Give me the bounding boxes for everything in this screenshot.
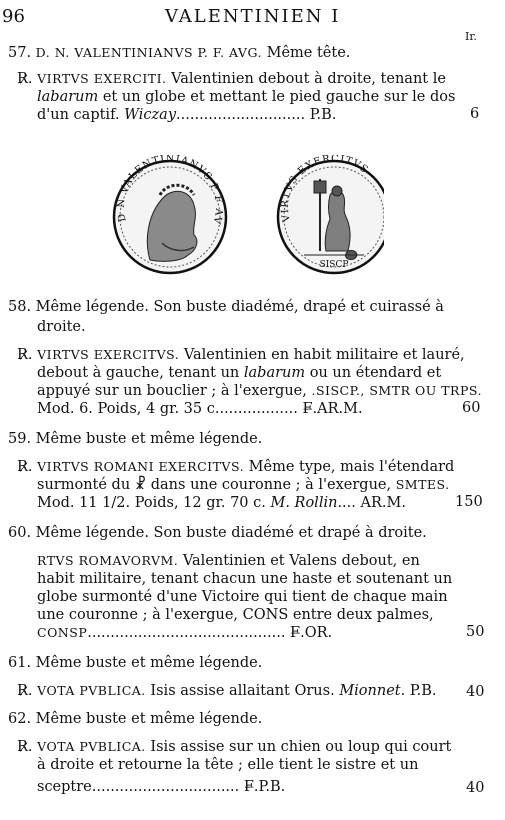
obverse-coin: [104, 155, 226, 273]
entry-text: Valentinien debout à droite, tenant le: [171, 71, 446, 87]
entry-60-reverse-line2: habit militaire, tenant chacun une haste et soutenant un: [37, 571, 453, 587]
metal-code: F̶.OR.: [290, 625, 333, 641]
legend-text: VOTA PVBLICA.: [37, 739, 146, 754]
entry-57-head: [8, 44, 350, 62]
corner-mark: Ir.: [465, 30, 477, 43]
legend-text: VOTA PVBLICA.: [37, 683, 146, 698]
leader-dots: ....: [337, 495, 356, 511]
price-value: 40: [466, 780, 485, 796]
metal-code: F̶.P.B.: [243, 779, 286, 795]
reverse-mark: R̷.: [17, 71, 33, 87]
entry-59-reverse-line1: [17, 458, 454, 476]
entry-58-reverse-line4: [37, 400, 363, 418]
entry-58-reverse-line3: [37, 382, 482, 400]
entry-text: Même tête.: [266, 45, 351, 61]
entry-60-line: 60. Même légende. Son buste diadémé et drapé à droite.: [8, 525, 427, 541]
italic-term: labarum: [243, 365, 306, 381]
reverse-mark: R̷.: [17, 459, 33, 475]
entry-59-line: 59. Même buste et même légende.: [8, 431, 263, 447]
exergue-text: .SISCP., SMTR OU TRPS.: [311, 383, 482, 398]
entry-57-reverse-line1: [17, 70, 446, 88]
legend-text: VIRTVS EXERCITVS.: [37, 347, 180, 362]
entry-59-reverse-line3: [37, 494, 406, 512]
entry-62-reverse-line3: [37, 778, 285, 796]
entry-text: Mod. 6. Poids, 4 gr. 35 c: [37, 401, 215, 417]
entry-57-reverse-line3: [37, 106, 336, 124]
entry-60-reverse-line5: [37, 624, 332, 642]
page-number: 96: [2, 6, 25, 27]
reverse-mark: R̷.: [17, 739, 33, 755]
reverse-mark: R̷.: [17, 347, 33, 363]
entry-58-line1: 58. Même légende. Son buste diadémé, drapé et cuirassé à: [8, 299, 444, 315]
entry-text: Isis assise allaitant Orus.: [150, 683, 335, 699]
entry-text: ou un étendard et: [309, 365, 442, 381]
reverse-exergue: SISCP: [319, 260, 349, 270]
legend-text: VIRTVS EXERCITI.: [37, 71, 167, 86]
source-name: Wiczay: [124, 107, 177, 123]
entry-number: 57.: [8, 45, 32, 61]
entry-text: sceptre: [37, 779, 92, 795]
source-name: Mionnet.: [339, 683, 406, 699]
reverse-legend: VIRTVS EXERCITVS: [279, 155, 371, 223]
entry-61-line: 61. Même buste et même légende.: [8, 655, 263, 671]
metal-code: F̶.AR.M.: [302, 401, 363, 417]
leader-dots: ...........................................: [87, 625, 286, 641]
metal-code: AR.M.: [360, 495, 406, 511]
entry-text: Isis assise sur un chien ou loup qui court: [150, 739, 452, 755]
price-value: 6: [470, 106, 480, 122]
entry-58-reverse-line2: [37, 364, 441, 382]
metal-code: P.B.: [409, 683, 437, 699]
entry-58-reverse-line1: [17, 346, 465, 364]
italic-term: labarum: [37, 89, 99, 105]
price-value: 50: [466, 624, 485, 640]
leader-dots: ............................: [176, 107, 306, 123]
page-title: VALENTINIEN I: [165, 6, 341, 27]
legend-text: RTVS ROMAVORVM.: [37, 553, 179, 568]
entry-60-reverse-line4: une couronne ; à l'exergue, CONS entre deux palmes,: [37, 607, 434, 623]
entry-text: et un globe et mettant le pied gauche sur le dos: [102, 89, 456, 105]
entry-59-reverse-line2: [37, 476, 450, 494]
exergue-text: CONSP: [37, 625, 88, 640]
entry-text: appuyé sur un bouclier ; à l'exergue,: [37, 383, 312, 399]
price-value: 150: [455, 494, 483, 510]
coin-illustration: [104, 155, 384, 280]
entry-text: Mod. 11 1/2. Poids, 12 gr. 70 c.: [37, 495, 266, 511]
entry-62-line: 62. Même buste et même légende.: [8, 711, 263, 727]
reverse-coin: [278, 155, 384, 273]
entry-text: d'un captif.: [37, 107, 120, 123]
entry-text: debout à gauche, tenant un: [37, 365, 240, 381]
entry-62-reverse-line1: [17, 738, 451, 756]
reverse-mark: R̷.: [17, 683, 33, 699]
entry-text: Valentinien et Valens debout, en: [182, 553, 420, 569]
coin-image: [104, 155, 384, 280]
entry-60-reverse-line1: [37, 552, 420, 570]
metal-code: P.B.: [309, 107, 337, 123]
legend-text: D. N. VALENTINIANVS P. F. AVG.: [35, 45, 262, 60]
leader-dots: ..................: [214, 401, 298, 417]
entry-62-reverse-line2: à droite et retourne la tête ; elle tient le sistre et un: [37, 757, 419, 773]
exergue-text: SMTES.: [395, 477, 450, 492]
price-value: 60: [462, 400, 481, 416]
entry-text: Même type, mais l'étendard: [248, 459, 455, 475]
source-name: M. Rollin: [270, 495, 338, 511]
entry-61-reverse-line1: [17, 682, 437, 700]
price-value: 40: [466, 684, 485, 700]
obverse-legend: D N VALENTINIANVS P F AV: [115, 155, 225, 227]
leader-dots: ................................: [91, 779, 240, 795]
entry-60-reverse-line3: globe surmonté d'une Victoire qui tient de chaque main: [37, 589, 448, 605]
entry-57-reverse-line2: [37, 88, 455, 106]
entry-text: surmonté du ☧ dans une couronne ; à l'exergue,: [37, 477, 392, 493]
entry-58-line2: droite.: [37, 319, 86, 335]
legend-text: VIRTVS ROMANI EXERCITVS.: [37, 459, 245, 474]
entry-text: Valentinien en habit militaire et lauré,: [183, 347, 465, 363]
